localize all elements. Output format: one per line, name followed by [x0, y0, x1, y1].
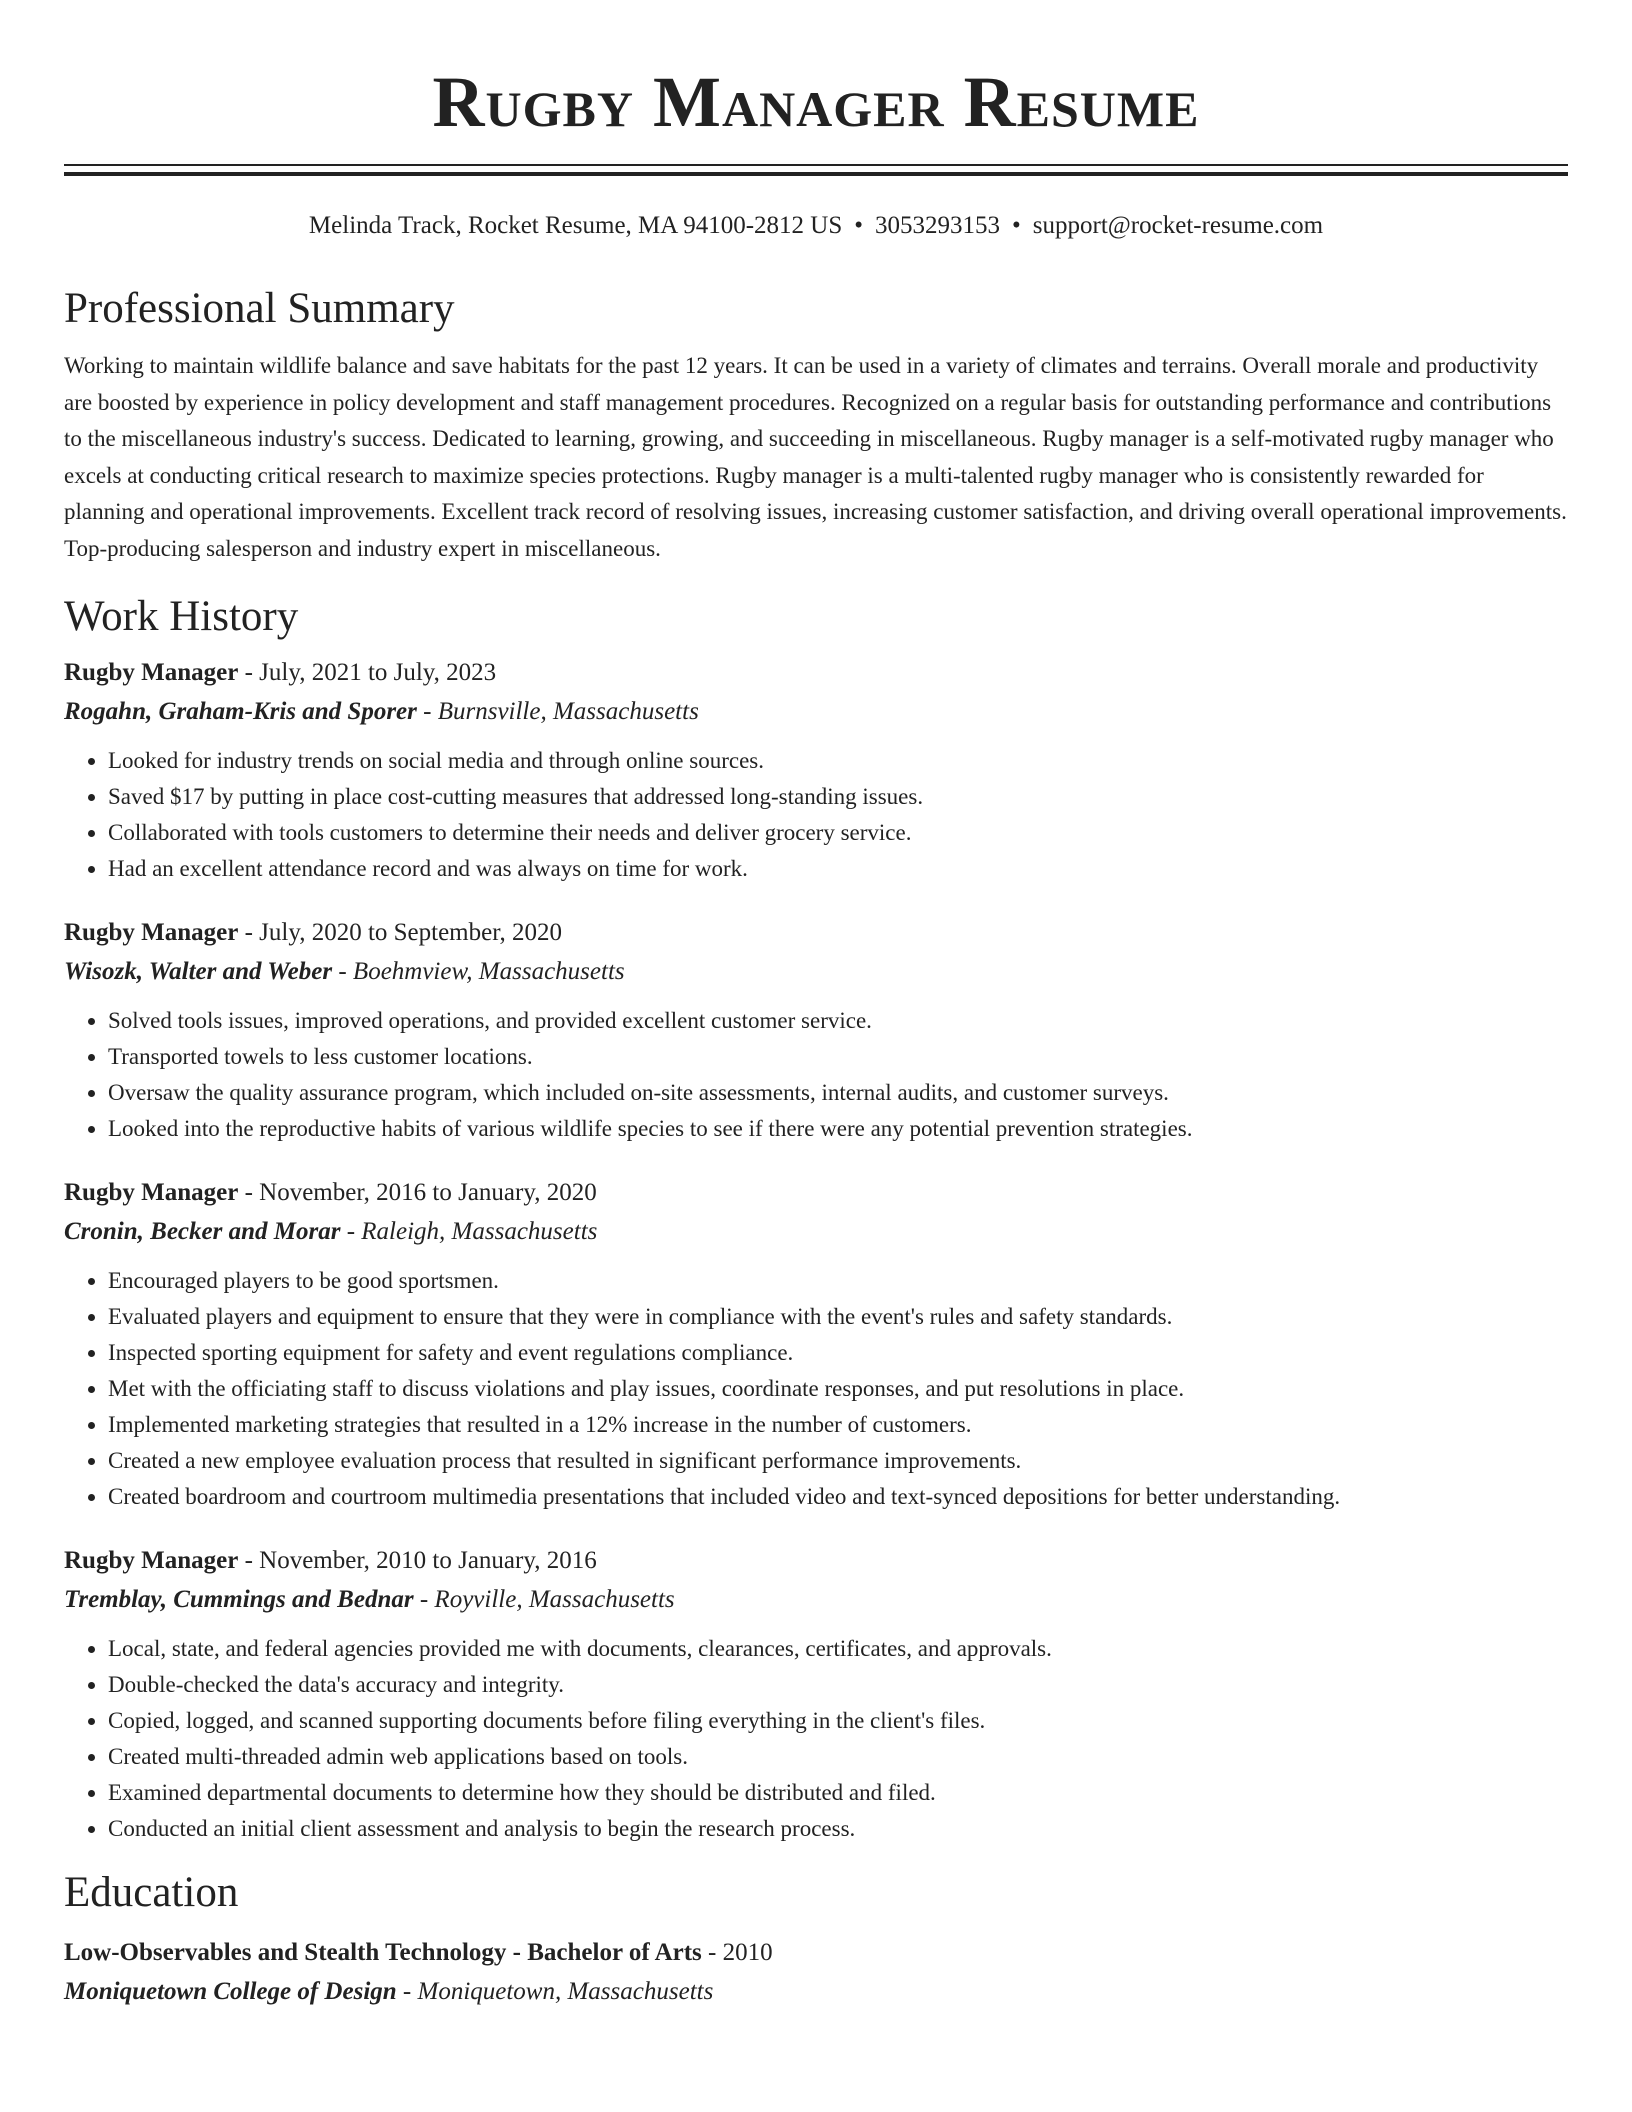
job-bullet: • Created a new employee evaluation process that resulted in significant performance improvements. — [108, 1443, 1568, 1479]
job-bullet: • Solved tools issues, improved operations, and provided excellent customer service. — [108, 1003, 1568, 1039]
graduation-year: - 2010 — [701, 1939, 773, 1966]
job-bullet: • Evaluated players and equipment to ensure that they were in compliance with the event's rules and safety standards. — [108, 1299, 1568, 1335]
company-location: - Royville, Massachusetts — [413, 1586, 675, 1613]
job-bullet: • Collaborated with tools customers to determine their needs and deliver grocery service. — [108, 815, 1568, 851]
resume-title: Rugby Manager Resume — [432, 62, 1200, 142]
school-line — [64, 1972, 1568, 2011]
job-entry — [64, 1541, 1568, 1847]
job-entry — [64, 913, 1568, 1147]
job-bullet: • Implemented marketing strategies that resulted in a 12% increase in the number of customers. — [108, 1407, 1568, 1443]
company-name: Tremblay, Cummings and Bednar — [64, 1586, 414, 1613]
company-line — [64, 952, 1568, 991]
summary-heading: Professional Summary — [64, 285, 455, 332]
contact-separator: • — [854, 212, 864, 239]
job-bullet: • Saved $17 by putting in place cost-cutting measures that addressed long-standing issues. — [108, 779, 1568, 815]
job-bullet: • Local, state, and federal agencies provided me with documents, clearances, certificates, and approvals. — [108, 1631, 1568, 1667]
job-bullets — [64, 743, 1568, 887]
job-bullet: • Transported towels to less customer locations. — [108, 1039, 1568, 1075]
title-divider-thin — [64, 164, 1568, 166]
title-divider-thick — [64, 172, 1568, 176]
job-bullet: • Had an excellent attendance record and was always on time for work. — [108, 851, 1568, 887]
job-bullets — [64, 1263, 1568, 1515]
job-title-line — [64, 913, 1568, 952]
job-title: Rugby Manager — [64, 659, 239, 686]
school-name: Moniquetown College of Design — [64, 1978, 397, 2005]
job-bullet: • Examined departmental documents to determine how they should be distributed and filed. — [108, 1775, 1568, 1811]
company-location: - Burnsville, Massachusetts — [416, 698, 699, 725]
company-name: Rogahn, Graham-Kris and Sporer — [64, 698, 417, 725]
school-location: - Moniquetown, Massachusetts — [396, 1978, 714, 2005]
job-title-line — [64, 1173, 1568, 1212]
company-line — [64, 1580, 1568, 1619]
education-heading: Education — [64, 1869, 239, 1916]
company-line — [64, 692, 1568, 731]
job-bullet: • Looked for industry trends on social media and through online sources. — [108, 743, 1568, 779]
company-name: Wisozk, Walter and Weber — [64, 958, 333, 985]
degree-line — [64, 1933, 1568, 1972]
job-entry — [64, 1173, 1568, 1515]
company-location: - Raleigh, Massachusetts — [340, 1218, 598, 1245]
job-bullet: • Copied, logged, and scanned supporting documents before filing everything in the client's files. — [108, 1703, 1568, 1739]
company-name: Cronin, Becker and Morar — [64, 1218, 341, 1245]
job-title-line — [64, 653, 1568, 692]
contact-address: Melinda Track, Rocket Resume, MA 94100-2812 US — [308, 212, 843, 239]
job-bullets — [64, 1631, 1568, 1847]
resume-page — [64, 0, 1568, 2011]
education-entry — [64, 1933, 1568, 2011]
job-bullet: • Oversaw the quality assurance program, which included on-site assessments, internal audits, and customer surveys. — [108, 1075, 1568, 1111]
job-dates: - July, 2020 to September, 2020 — [238, 919, 563, 946]
contact-separator: • — [1012, 212, 1021, 239]
job-bullet: • Encouraged players to be good sportsmen. — [108, 1263, 1568, 1299]
degree-name: Low-Observables and Stealth Technology - Bachelor of Arts — [64, 1939, 702, 1966]
job-title: Rugby Manager — [64, 919, 239, 946]
job-bullet: • Inspected sporting equipment for safety and event regulations compliance. — [108, 1335, 1568, 1371]
contact-email: support@rocket-resume.com — [1032, 212, 1324, 239]
summary-text: Working to maintain wildlife balance and save habitats for the past 12 years. It can be used in a variety of climates and terrains. Overall morale and productivity are boosted by experience in policy development and staff management procedures. Recognized on a regular basis for outstanding performance and contributions to the miscellaneous industry's success. Dedicated to learning, growing, and succeeding in miscellaneous. Rugby manager is a self-motivated rugby manager who excels at conducting critical research to maximize species protections. Rugby manager is a multi-talented rugby manager who is consistently rewarded for planning and operational improvements. Excellent track record of resolving issues, increasing customer satisfaction, and driving overall operational improvements. Top-producing salesperson and industry expert in miscellaneous. — [64, 353, 1567, 561]
job-bullet: • Conducted an initial client assessment and analysis to begin the research process. — [108, 1811, 1568, 1847]
job-bullet: • Double-checked the data's accuracy and integrity. — [108, 1667, 1568, 1703]
job-dates: - July, 2021 to July, 2023 — [238, 659, 497, 686]
contact-phone: 3053293153 — [875, 212, 1001, 239]
job-bullet: • Created multi-threaded admin web applications based on tools. — [108, 1739, 1568, 1775]
company-line — [64, 1212, 1568, 1251]
job-title: Rugby Manager — [64, 1179, 239, 1206]
job-bullet: • Created boardroom and courtroom multimedia presentations that included video and text-synced depositions for better understanding. — [108, 1479, 1568, 1515]
job-bullet: • Looked into the reproductive habits of various wildlife species to see if there were any potential prevention strategies. — [108, 1111, 1568, 1147]
job-entry — [64, 653, 1568, 887]
job-bullet: • Met with the officiating staff to discuss violations and play issues, coordinate responses, and put resolutions in place. — [108, 1371, 1568, 1407]
job-title-line — [64, 1541, 1568, 1580]
work-history-heading: Work History — [64, 593, 299, 640]
job-bullets — [64, 1003, 1568, 1147]
contact-line — [64, 209, 1568, 243]
job-dates: - November, 2010 to January, 2016 — [238, 1547, 597, 1574]
job-title: Rugby Manager — [64, 1547, 239, 1574]
job-dates: - November, 2016 to January, 2020 — [238, 1179, 597, 1206]
company-location: - Boehmview, Massachusetts — [332, 958, 625, 985]
